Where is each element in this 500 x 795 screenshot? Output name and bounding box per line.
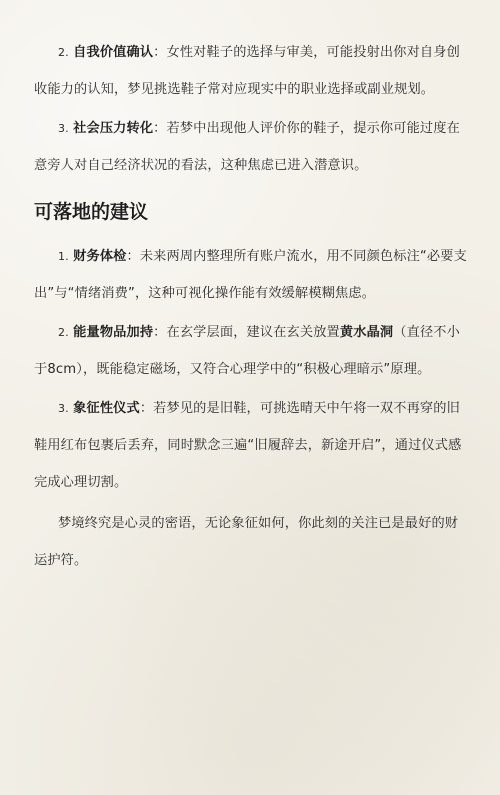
section-heading: 可落地的建议: [34, 201, 149, 223]
insight-item-2: [34, 34, 470, 108]
list-number: 2.: [58, 46, 69, 59]
item-body-post: （直径不小于8cm），既能稳定磁场，又符合心理学中的“积极心理暗示”原理。: [34, 325, 460, 377]
item-body: ：未来两周内整理所有账户流水，用不同颜色标注“必要支出”与“情绪消费”，这种可视化操作能有效缓解模糊焦虑。: [34, 249, 467, 301]
item-body: ：若梦中出现他人评价你的鞋子，提示你可能过度在意旁人对自己经济状况的看法，这种焦虑已进入潜意识。: [34, 121, 460, 173]
closing-paragraph: 梦境终究是心灵的密语，无论象征如何，你此刻的关注已是最好的财运护符。: [34, 516, 459, 568]
list-number: 2.: [58, 326, 69, 339]
list-number: 1.: [58, 250, 69, 263]
list-number: 3.: [58, 402, 69, 415]
insight-item-3: [34, 110, 470, 184]
suggestion-item-3: [34, 390, 470, 501]
item-body: ：若梦见的是旧鞋，可挑选晴天中午将一双不再穿的旧鞋用红布包裹后丢弃，同时默念三遍“旧履辞去，新途开启”，通过仪式感完成心理切割。: [34, 401, 462, 490]
highlight-term: 黄水晶洞: [339, 325, 394, 340]
item-title: 能量物品加持: [73, 325, 154, 340]
item-title: 财务体检: [73, 249, 127, 264]
item-body-pre: ：在玄学层面，建议在玄关放置: [153, 325, 340, 340]
list-number: 3.: [58, 122, 69, 135]
item-title: 象征性仪式: [73, 401, 140, 416]
suggestion-item-1: [34, 238, 470, 312]
suggestion-item-2: [34, 314, 470, 388]
item-body: ：女性对鞋子的选择与审美，可能投射出你对自身创收能力的认知，梦见挑选鞋子常对应现实中的职业选择或副业规划。: [34, 45, 460, 97]
item-title: 自我价值确认: [73, 45, 154, 60]
item-title: 社会压力转化: [73, 121, 154, 136]
